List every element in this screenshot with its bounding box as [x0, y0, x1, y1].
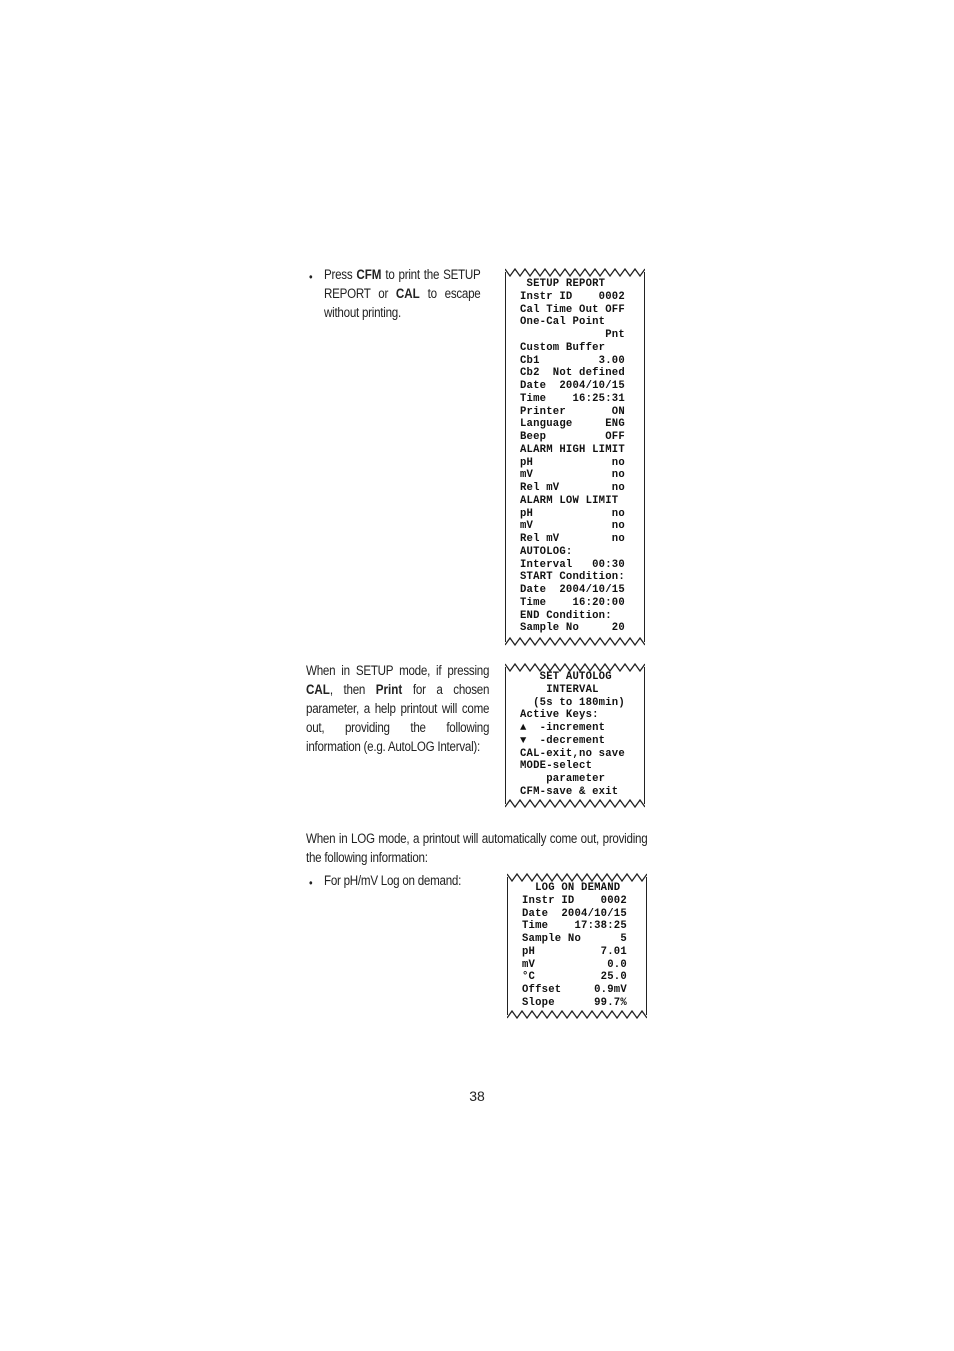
printout-line: Rel mV no: [520, 533, 625, 545]
printout-line: Offset 0.9mV: [522, 984, 627, 996]
printout-line: ▲ -increment: [520, 722, 606, 734]
log-on-demand-lines: [522, 882, 627, 1010]
cfm-key-label: CFM: [356, 267, 382, 282]
printout-line: Custom Buffer: [520, 341, 606, 354]
printout-line: Cal Time Out OFF: [520, 303, 625, 316]
log-on-demand-label: For pH/mV Log on demand:: [324, 873, 462, 888]
text-segment: for a chosen parameter, a help printout will come out, providing the following information (e.g. AutoLOG Interval):: [306, 682, 490, 754]
printout-line: °C 25.0: [522, 971, 627, 984]
text-segment: , then: [329, 682, 376, 697]
printout-line: END Condition:: [520, 609, 612, 622]
printout-line: Cb2 Not defined: [520, 367, 625, 380]
printout-line: MODE-select: [520, 760, 593, 773]
printout-line: Date 2004/10/15: [520, 380, 625, 392]
cal-key-label: CAL: [395, 286, 420, 301]
printout-line: Beep OFF: [520, 431, 625, 443]
printout-line: Slope 99.7%: [522, 996, 627, 1009]
printout-line: pH 7.01: [522, 945, 627, 958]
printout-line: ▼ -decrement: [520, 734, 606, 747]
printout-line: SETUP REPORT: [520, 278, 606, 290]
printout-line: Instr ID 0002: [522, 894, 627, 907]
printout-line: mV 0.0: [522, 958, 627, 971]
printout-line: CAL-exit,no save: [520, 747, 625, 760]
bullet-marker: •: [309, 876, 313, 890]
bullet-marker: •: [309, 270, 313, 284]
printout-line: Time 16:20:00: [520, 596, 625, 609]
printout-line: Sample No 20: [520, 622, 625, 635]
printout-line: mV no: [520, 520, 625, 533]
printout-line: Date 2004/10/15: [522, 907, 627, 920]
set-autolog-printout: [505, 667, 645, 804]
printout-line: Time 17:38:25: [522, 920, 627, 933]
printout-line: Interval 00:30: [520, 558, 625, 571]
torn-edge-bottom: [505, 637, 645, 646]
printout-line: Language ENG: [520, 418, 625, 431]
printout-line: INTERVAL: [520, 683, 599, 696]
torn-edge-bottom: [507, 1010, 647, 1019]
text-segment: When in SETUP mode, if pressing: [306, 663, 490, 678]
page-number: 38: [469, 1088, 485, 1104]
printout-line: mV no: [520, 469, 625, 482]
printout-line: ALARM LOW LIMIT: [520, 494, 619, 507]
torn-edge-top: [505, 268, 645, 277]
printout-line: ALARM HIGH LIMIT: [520, 443, 625, 456]
printout-line: pH no: [520, 456, 625, 469]
text-segment: to escape without printing.: [324, 286, 481, 320]
printout-line: Date 2004/10/15: [520, 584, 625, 596]
log-mode-description: When in LOG mode, a printout will automatically come out, providing the following information:: [306, 831, 648, 865]
cfm-instruction: [324, 265, 481, 322]
printout-line: Time 16:25:31: [520, 392, 625, 405]
printout-line: (5s to 180min): [520, 696, 625, 709]
setup-report-lines: [520, 278, 625, 635]
setup-report-printout: [505, 272, 645, 642]
text-segment: to print the SETUP REPORT or: [324, 267, 481, 301]
printout-line: LOG ON DEMAND: [522, 882, 621, 894]
cal-key-label: CAL: [306, 682, 330, 697]
printout-line: Printer ON: [520, 405, 625, 418]
print-key-label: Print: [375, 682, 403, 697]
set-autolog-lines: [520, 671, 625, 799]
printout-line: START Condition:: [520, 571, 625, 584]
printout-line: Instr ID 0002: [520, 290, 625, 303]
log-on-demand-printout: [507, 877, 647, 1015]
printout-line: pH no: [520, 507, 625, 520]
setup-help-description: [306, 661, 489, 756]
printout-line: AUTOLOG:: [520, 545, 573, 558]
printout-line: One-Cal Point: [520, 316, 606, 329]
printout-line: Sample No 5: [522, 933, 627, 945]
text-segment: Press: [324, 267, 357, 282]
printout-line: Cb1 3.00: [520, 354, 625, 367]
printout-line: parameter: [520, 773, 606, 785]
torn-edge-top: [507, 873, 647, 882]
printout-line: CFM-save & exit: [520, 785, 619, 798]
printout-line: Rel mV no: [520, 482, 625, 494]
printout-line: Pnt: [520, 329, 625, 341]
printout-line: SET AUTOLOG: [520, 671, 612, 683]
torn-edge-bottom: [505, 799, 645, 808]
printout-line: Active Keys:: [520, 709, 599, 722]
